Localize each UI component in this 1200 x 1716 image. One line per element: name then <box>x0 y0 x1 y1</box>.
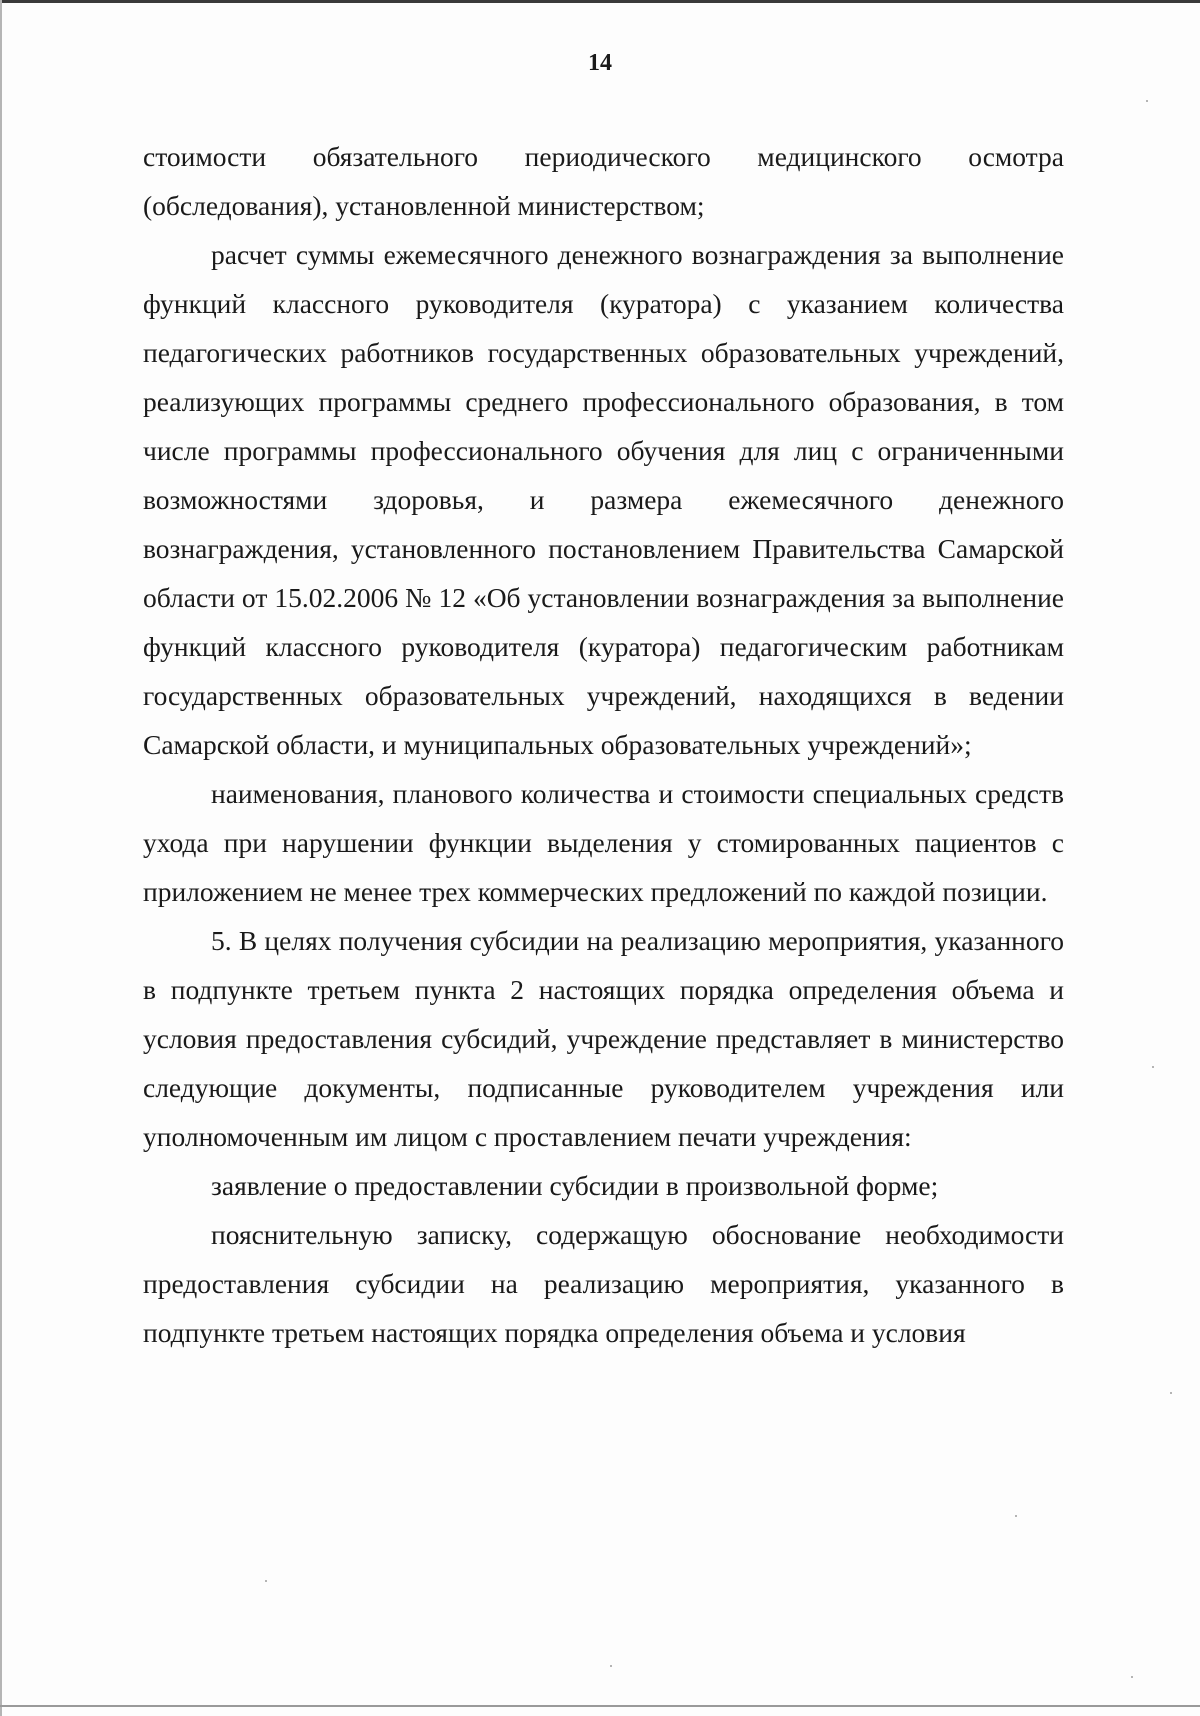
scan-speck <box>1152 1066 1154 1068</box>
page-number: 14 <box>588 50 612 76</box>
paragraph-explanatory-note: пояснительную записку, содержащую обоснование необходимости предоставления субсидии на реализацию мероприятия, указанного в подпункте третьем настоящих порядка определения объема и условия <box>143 1219 1064 1348</box>
paragraph-cost-of-medical-exam: стоимости обязательного периодического медицинского осмотра (обследования), установленной министерством; <box>143 141 1064 221</box>
document-body <box>143 132 1064 1357</box>
scan-bottom-border <box>0 1705 1200 1707</box>
scan-speck <box>265 1580 267 1582</box>
scan-speck <box>1170 1392 1172 1394</box>
scan-top-border <box>0 0 1200 3</box>
scan-speck <box>1015 1515 1017 1517</box>
paragraph-care-supplies: наименования, планового количества и стоимости специальных средств ухода при нарушении функции выделения у стомированных пациентов с приложением не менее трех коммерческих предложений по каждой позиции. <box>143 778 1064 907</box>
scan-speck <box>1146 100 1148 102</box>
paragraph-class-teacher-reward: расчет суммы ежемесячного денежного вознаграждения за выполнение функций классного руководителя (куратора) с указанием количества педагогических работников государственных образовательных учреждений, реализующих программы среднего профессионального образования, в том числе программы профессионального обучения для лиц с ограниченными возможностями здоровья, и размера ежемесячного денежного вознаграждения, установленного постановлением Правительства Самарской области от 15.02.2006 № 12 «Об установлении вознаграждения за выполнение функций классного руководителя (куратора) педагогическим работникам государственных образовательных учреждений, находящихся в ведении Самарской области, и муниципальных образовательных учреждений»; <box>143 239 1064 760</box>
scan-speck <box>610 1665 612 1667</box>
scan-left-border <box>0 0 2 1716</box>
scan-speck <box>1131 1676 1133 1678</box>
paragraph-section-5: 5. В целях получения субсидии на реализацию мероприятия, указанного в подпункте третьем пункта 2 настоящих порядка определения объема и условия предоставления субсидий, учреждение представляет в министерство следующие документы, подписанные руководителем учреждения или уполномоченным им лицом с проставлением печати учреждения: <box>143 925 1064 1152</box>
paragraph-application: заявление о предоставлении субсидии в произвольной форме; <box>211 1170 939 1201</box>
